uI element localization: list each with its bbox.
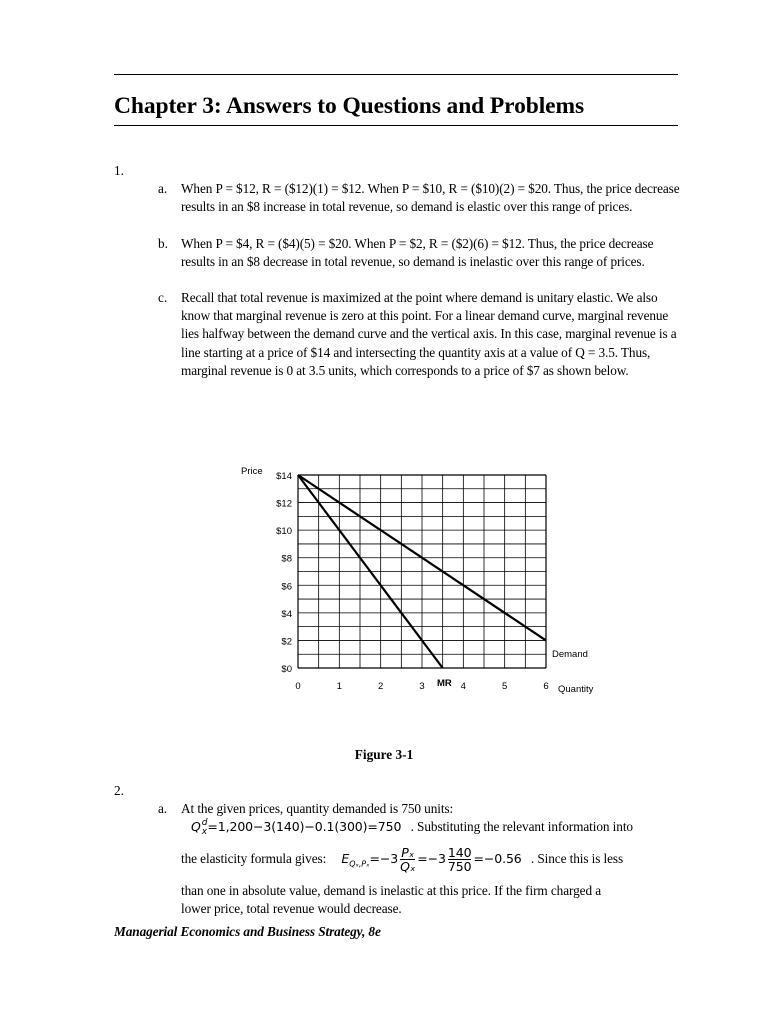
- page-title: Chapter 3: Answers to Questions and Problems: [114, 93, 584, 119]
- y-tick-label: $10: [276, 526, 292, 538]
- y-axis-label: Price: [241, 466, 263, 477]
- q1-item-c-label: c.: [158, 290, 168, 305]
- x-tick-label: 4: [460, 681, 466, 692]
- x-tick-label: 5: [502, 681, 508, 692]
- q1-item-b-text: When P = $4, R = ($4)(5) = $20. When P = $2, R = ($2)(6) = $12. Thus, the price decrease results in an $8 decrease in total revenue, so demand is inelastic over this range of prices.: [181, 236, 654, 270]
- frac1-den: Qₓ: [400, 859, 416, 874]
- y-tick-labels: [276, 471, 292, 675]
- qd-symbol: Q: [191, 819, 201, 834]
- question-2-number: 2.: [114, 783, 124, 798]
- qd-equation: [191, 817, 402, 837]
- mr-series-label: MR: [437, 678, 452, 689]
- page-footer: Managerial Economics and Business Strategy, 8e: [114, 924, 381, 939]
- x-axis-label: Quantity: [558, 684, 594, 695]
- q2-line-3: [181, 846, 623, 878]
- frac2-den: 750: [447, 859, 472, 874]
- demand-series-label: Demand: [552, 649, 588, 660]
- q1-item-c-text: Recall that total revenue is maximized at the point where demand is unitary elastic. We also know that marginal revenue is zero at this point. For a linear demand curve, marginal revenue lies halfway between the demand curve and the vertical axis. In this case, marginal revenue is a line starting at a price of $14 and intersecting the quantity axis at a value of Q = 3.5. Thus, marginal revenue is 0 at 3.5 units, which corresponds to a price of $7 as shown below.: [181, 290, 677, 378]
- x-tick-label: 2: [378, 681, 384, 692]
- frac1-num: Pₓ: [401, 845, 415, 860]
- e-eq2: =−3: [417, 851, 446, 866]
- x-tick-labels: [295, 681, 548, 692]
- x-tick-label: 6: [543, 681, 549, 692]
- q2-line-3-tail: . Since this is less: [530, 851, 624, 866]
- y-tick-label: $6: [281, 581, 292, 593]
- y-tick-label: $2: [281, 636, 292, 648]
- y-tick-label: $4: [281, 608, 292, 620]
- question-1-number: 1.: [114, 163, 124, 178]
- x-tick-label: 3: [419, 681, 425, 692]
- q2-item-a-label: a.: [158, 801, 168, 816]
- e-eq1: =−3: [369, 851, 399, 866]
- x-tick-label: 1: [336, 681, 342, 692]
- figure-caption: Figure 3-1: [354, 747, 414, 762]
- q1-item-a-text: When P = $12, R = ($12)(1) = $12. When P = $10, R = ($10)(2) = $20. Thus, the price decrease results in an $8 increase in total revenue, so demand is elastic over this range of prices.: [181, 181, 680, 215]
- elasticity-equation: [341, 845, 522, 874]
- qd-sub: x: [201, 826, 207, 837]
- e-symbol: E: [341, 851, 350, 866]
- q2-line-4: than one in absolute value, demand is inelastic at this price. If the firm charged a: [181, 883, 602, 898]
- q2-line-1: At the given prices, quantity demanded is 750 units:: [181, 801, 454, 816]
- q2-line-2: [191, 818, 633, 837]
- e-subscript: Qₓ,Pₓ: [349, 859, 370, 869]
- qd-equation-body: =1,200−3(140)−0.1(300)=750: [207, 819, 402, 834]
- q1-item-b-label: b.: [158, 236, 168, 251]
- q2-line-2-tail: . Substituting the relevant information into: [410, 819, 633, 834]
- e-result: =−0.56: [473, 851, 522, 866]
- q1-item-a-label: a.: [158, 181, 168, 196]
- frac2-num: 140: [447, 845, 472, 860]
- y-tick-label: $12: [276, 498, 292, 510]
- y-tick-label: $8: [281, 553, 292, 565]
- q2-line-3-head: the elasticity formula gives:: [181, 851, 327, 866]
- y-tick-label: $0: [281, 664, 292, 675]
- x-tick-label: 0: [295, 681, 301, 692]
- qd-sup: d: [201, 817, 208, 828]
- q2-line-5: lower price, total revenue would decrease.: [181, 901, 402, 916]
- y-tick-label: $14: [276, 471, 292, 482]
